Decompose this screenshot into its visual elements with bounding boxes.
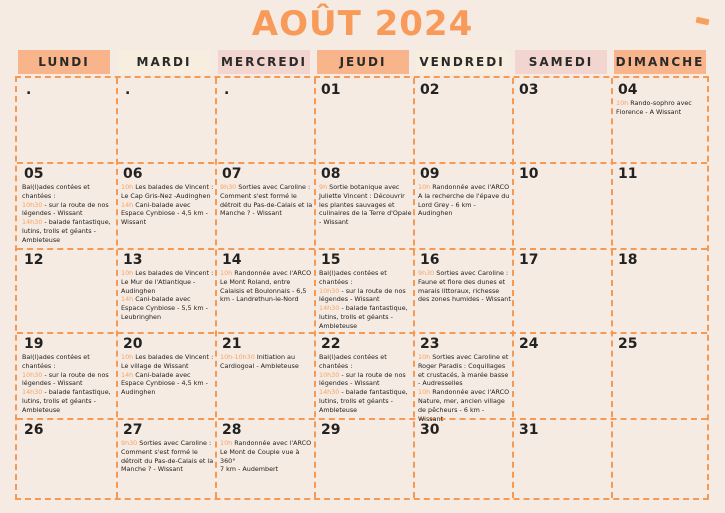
day-number: 30 <box>420 422 440 438</box>
event-list <box>22 183 115 245</box>
day-cell <box>513 333 610 417</box>
day-number: 18 <box>618 252 638 268</box>
day-number: 02 <box>420 82 440 98</box>
event-time: 10h <box>418 388 431 397</box>
event-text: Randonnée avec l'ARCO A la recherche de l'épave du Lord Grey - 6 km - Audinghen <box>418 183 510 218</box>
event-text: Sortie botanique avec Juliette Vincent : Découvrir les plantes sauvages et culinaires de la Terre d'Opale - Wissant <box>319 183 412 227</box>
day-number: 16 <box>420 252 440 268</box>
day-number: 19 <box>24 336 44 352</box>
event-item <box>319 371 412 389</box>
day-header-lundi: LUNDI <box>18 50 110 74</box>
day-cell <box>513 79 610 161</box>
event-text: Sorties avec Caroline et Roger Paradis : Coquillages et crustacés, à marée basse - Audresselles <box>418 353 509 388</box>
day-cell <box>216 79 313 161</box>
event-time: 10h <box>418 183 431 191</box>
day-cell <box>216 163 313 247</box>
event-text: - balade fantastique, lutins, trolls et géants - Ambleteuse <box>22 388 111 414</box>
event-time: 10h <box>220 439 233 447</box>
event-item <box>220 269 313 304</box>
event-list <box>22 353 115 415</box>
day-cell <box>18 333 115 417</box>
event-list <box>121 353 214 397</box>
event-item <box>220 183 313 218</box>
event-text: - balade fantastique, lutins, trolls et géants - Ambleteuse <box>319 304 408 330</box>
day-cell <box>18 163 115 247</box>
event-time: 9h30 <box>418 269 435 277</box>
day-cell <box>612 79 706 161</box>
event-item <box>319 304 412 330</box>
day-cell <box>315 249 412 331</box>
event-list <box>319 183 412 227</box>
day-headers <box>18 50 710 74</box>
day-number: 22 <box>321 336 341 352</box>
event-text: - balade fantastique, lutins, trolls et géants - Ambleteuse <box>319 388 408 414</box>
event-item <box>121 201 214 227</box>
event-text: Les balades de Vincent : Le village de Wissant <box>121 353 214 370</box>
event-time: 14h30 <box>22 388 43 397</box>
event-item <box>319 388 412 414</box>
day-cell <box>18 249 115 331</box>
event-item <box>121 183 214 201</box>
day-cell <box>612 249 706 331</box>
event-text: 7 km - Audembert <box>220 465 279 474</box>
day-number: 07 <box>222 166 242 182</box>
event-time: 10h <box>121 353 134 361</box>
day-cell <box>315 333 412 417</box>
event-text: - sur la route de nos légendes - Wissant <box>22 370 109 388</box>
event-item <box>220 353 313 371</box>
event-list <box>418 353 511 423</box>
day-cell <box>216 419 313 497</box>
day-header-jeudi: JEUDI <box>317 50 409 74</box>
event-text: Randonnée avec l'ARCO Nature, mer, ancien village de pêcheurs - 6 km - Wissant <box>418 388 510 423</box>
event-list <box>220 183 313 218</box>
day-cell <box>216 333 313 417</box>
day-cell <box>117 163 214 247</box>
day-number: 03 <box>519 82 539 98</box>
event-text: Randonnée avec l'ARCO Le Mont Roland, entre Calaisis et Boulonnais - 6,5 km - Landrethun-le-Nord <box>220 269 312 304</box>
event-time: 10h <box>121 183 134 191</box>
day-cell <box>18 419 115 497</box>
day-cell <box>612 163 706 247</box>
event-text: Cani-balade avec Espace Cynbiose - 4,5 km - Audinghen <box>121 370 208 397</box>
day-number: 21 <box>222 336 242 352</box>
event-item <box>319 183 412 227</box>
event-list <box>418 183 511 218</box>
event-list <box>319 269 412 331</box>
event-text: Sorties avec Caroline : Comment s'est formé le détroit du Pas-de-Calais et la Manche ? - Wissant <box>220 183 313 218</box>
event-time: 10h <box>220 269 233 277</box>
empty-day-dot: . <box>224 82 230 98</box>
day-number: 06 <box>123 166 143 182</box>
day-header-mardi: MARDI <box>118 50 210 74</box>
event-list <box>121 183 214 227</box>
day-cell <box>513 163 610 247</box>
event-list <box>121 439 214 474</box>
day-number: 09 <box>420 166 440 182</box>
day-cell <box>414 333 511 423</box>
event-list <box>319 353 412 415</box>
event-text: Bal(l)ades contées et chantées : <box>22 353 90 370</box>
day-number: 11 <box>618 166 638 182</box>
event-text: Bal(l)ades contées et chantées : <box>22 183 90 200</box>
event-text: Cani-balade avec Espace Cynbiose - 4,5 km - Wissant <box>121 200 208 227</box>
day-number: 12 <box>24 252 44 268</box>
day-number: 23 <box>420 336 440 352</box>
event-time: 14h <box>121 370 134 379</box>
event-item <box>22 201 115 219</box>
day-header-vendredi: VENDREDI <box>416 50 508 74</box>
day-cell <box>513 249 610 331</box>
event-list <box>418 269 511 304</box>
event-item <box>22 183 115 201</box>
event-text: Initiation au Cardiogoal - Ambleteuse <box>220 353 299 370</box>
day-cell <box>117 419 214 497</box>
event-time: 10h-10h30 <box>220 353 255 361</box>
day-cell <box>315 163 412 247</box>
day-number: 04 <box>618 82 638 98</box>
event-item <box>418 269 511 304</box>
event-time: 10h30 <box>319 286 340 295</box>
event-item <box>121 371 214 397</box>
event-time: 10h30 <box>22 370 43 379</box>
day-cell <box>117 79 214 161</box>
day-cell <box>612 333 706 417</box>
day-header-mercredi: MERCREDI <box>218 50 310 74</box>
empty-day-dot: . <box>125 82 131 98</box>
event-list <box>220 269 313 304</box>
event-text: Cani-balade avec Espace Cynbiose - 5,5 km - Leubringhen <box>121 295 208 321</box>
day-number: 10 <box>519 166 539 182</box>
event-text: - sur la route de nos légendes - Wissant <box>22 200 109 218</box>
day-cell <box>117 249 214 331</box>
event-item <box>121 439 214 474</box>
event-list <box>220 439 313 474</box>
event-item <box>121 269 214 295</box>
day-number: 27 <box>123 422 143 438</box>
day-cell <box>414 79 511 161</box>
event-text: Les balades de Vincent : Le Cap Gris-Nez -Audinghen <box>121 183 214 200</box>
event-text: Sorties avec Caroline : Faune et flore des dunes et marais littoraux, richesse des zones humides - Wissant <box>418 269 511 304</box>
event-text: Les balades de Vincent : Le Mur de l'Atlantique - Audinghen <box>121 269 214 295</box>
day-number: 24 <box>519 336 539 352</box>
day-cell <box>513 419 610 497</box>
event-item <box>418 183 511 218</box>
event-item <box>616 99 706 117</box>
day-number: 26 <box>24 422 44 438</box>
event-text: Sorties avec Caroline : Comment s'est formé le détroit du Pas-de-Calais et la Manche ? - Wissant <box>121 439 214 474</box>
day-number: 14 <box>222 252 242 268</box>
event-time: 9h30 <box>220 183 237 191</box>
event-item <box>220 465 313 474</box>
day-number: 17 <box>519 252 539 268</box>
event-time: 10h <box>616 99 629 107</box>
day-number: 25 <box>618 336 638 352</box>
event-time: 14h30 <box>319 304 340 313</box>
event-time: 14h30 <box>22 218 43 227</box>
day-cell <box>315 79 412 161</box>
event-text: Bal(l)ades contées et chantées : <box>319 353 387 370</box>
page-title: AOÛT 2024 <box>251 4 474 44</box>
event-item <box>22 218 115 244</box>
event-item <box>22 371 115 389</box>
event-list <box>616 99 706 117</box>
event-time: 10h <box>121 269 134 277</box>
event-time: 14h <box>121 200 134 209</box>
calendar-grid <box>15 76 709 500</box>
event-text: - balade fantastique, lutins, trolls et géants - Ambleteuse <box>22 218 111 244</box>
event-item <box>22 353 115 371</box>
event-item <box>319 269 412 287</box>
day-number: 28 <box>222 422 242 438</box>
day-number: 08 <box>321 166 341 182</box>
event-text: Randonnée avec l'ARCO Le Mont de Couple vue à 360° <box>220 439 312 465</box>
day-cell <box>216 249 313 331</box>
event-time: 10h30 <box>22 200 43 209</box>
event-text: - sur la route de nos légendes - Wissant <box>319 286 406 304</box>
day-cell <box>315 419 412 497</box>
day-number: 20 <box>123 336 143 352</box>
event-item <box>121 353 214 371</box>
event-time: 10h <box>418 353 431 361</box>
event-item <box>121 295 214 321</box>
day-number: 29 <box>321 422 341 438</box>
day-cell <box>117 333 214 417</box>
day-number: 05 <box>24 166 44 182</box>
day-header-dimanche: DIMANCHE <box>614 50 706 74</box>
event-text: - sur la route de nos légendes - Wissant <box>319 370 406 388</box>
day-cell <box>612 419 706 497</box>
event-list <box>121 269 214 322</box>
event-text: Rando-sophro avec Florence - A Wissant <box>616 99 692 116</box>
day-cell <box>414 249 511 331</box>
event-time: 9h30 <box>121 439 138 447</box>
event-time: 10h30 <box>319 370 340 379</box>
day-cell <box>414 163 511 247</box>
day-cell <box>18 79 115 161</box>
event-time: 14h30 <box>319 388 340 397</box>
event-text: Bal(l)ades contées et chantées : <box>319 269 387 286</box>
day-number: 01 <box>321 82 341 98</box>
event-item <box>418 353 511 388</box>
event-item <box>319 353 412 371</box>
event-item <box>319 287 412 305</box>
day-number: 15 <box>321 252 341 268</box>
day-header-samedi: SAMEDI <box>515 50 607 74</box>
day-number: 13 <box>123 252 143 268</box>
event-item <box>220 439 313 465</box>
event-list <box>220 353 313 371</box>
event-item <box>22 388 115 414</box>
event-time: 9h <box>319 183 328 191</box>
empty-day-dot: . <box>26 82 32 98</box>
event-time: 14h <box>121 295 134 304</box>
day-number: 31 <box>519 422 539 438</box>
day-cell <box>414 419 511 497</box>
